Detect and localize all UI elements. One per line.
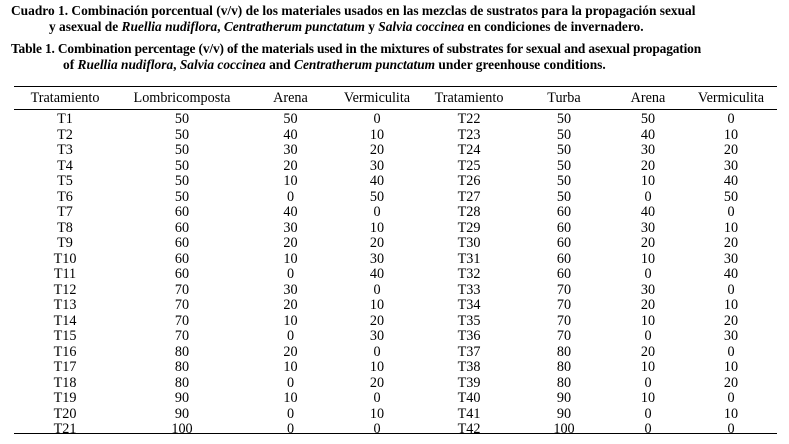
table-row	[14, 422, 777, 438]
cell-arena: 40	[640, 204, 656, 220]
cell-lombricomposta: 60	[174, 235, 190, 251]
substrate-mixture-table	[14, 88, 777, 438]
table-row	[14, 267, 777, 283]
cell-arena: 30	[283, 142, 298, 158]
table-row	[14, 407, 777, 423]
cell-vermiculita: 10	[369, 405, 385, 422]
cell-vermiculita: 10	[723, 405, 739, 422]
cell-tratamiento: T41	[457, 405, 481, 422]
cell-arena: 10	[283, 173, 298, 189]
cell-tratamiento: T30	[457, 235, 481, 251]
cell-turba: 50	[556, 126, 572, 143]
cell-tratamiento: T15	[53, 328, 77, 344]
header-lombricomposta: Lombricomposta	[133, 90, 231, 106]
cell-turba: 60	[556, 250, 572, 267]
table-row	[14, 143, 777, 159]
header-vermiculita-right: Vermiculita	[697, 90, 765, 106]
table-row	[14, 314, 777, 330]
cell-arena: 0	[644, 374, 652, 391]
table-row	[14, 252, 777, 268]
table-body	[14, 109, 777, 438]
cell-lombricomposta: 70	[174, 297, 190, 313]
cell-vermiculita: 40	[723, 173, 739, 189]
cell-tratamiento: T2	[57, 126, 73, 143]
cell-tratamiento: T34	[457, 297, 481, 313]
cell-lombricomposta: 90	[174, 405, 190, 422]
cell-vermiculita: 10	[369, 359, 385, 375]
cell-arena: 0	[644, 421, 652, 437]
table-row	[14, 376, 777, 392]
header-arena-left: Arena	[273, 90, 308, 106]
cell-vermiculita: 0	[373, 421, 381, 437]
cell-tratamiento: T12	[53, 281, 77, 298]
cell-tratamiento: T35	[457, 312, 481, 329]
cell-arena: 10	[283, 250, 298, 267]
cell-arena: 0	[286, 374, 295, 391]
cell-arena: 0	[644, 266, 652, 282]
cell-vermiculita: 40	[723, 266, 739, 282]
cell-tratamiento: T21	[53, 421, 77, 437]
cell-turba: 50	[556, 157, 572, 174]
cell-arena: 30	[640, 281, 656, 298]
cell-vermiculita: 40	[369, 173, 385, 189]
table-top-rule	[14, 86, 777, 87]
cell-turba: 70	[556, 281, 572, 298]
cell-vermiculita: 20	[369, 374, 385, 391]
table-row	[14, 109, 777, 128]
caption-es-species-1: Ruellia nudiflora	[121, 19, 218, 34]
caption-en-species-3: Centratherum punctatum	[294, 57, 436, 72]
cell-arena: 0	[644, 328, 652, 344]
cell-turba: 80	[556, 374, 572, 391]
cell-arena: 30	[640, 142, 656, 158]
cell-turba: 80	[556, 359, 572, 375]
caption-en-text-2: of	[63, 57, 78, 72]
cell-turba: 70	[556, 328, 572, 344]
cell-arena: 20	[640, 235, 656, 251]
cell-lombricomposta: 60	[174, 250, 190, 267]
cell-lombricomposta: 50	[174, 126, 190, 143]
cell-turba: 60	[556, 266, 572, 282]
cell-lombricomposta: 50	[174, 188, 190, 205]
table-row	[14, 190, 777, 206]
cell-vermiculita: 20	[369, 142, 385, 158]
cell-arena: 0	[286, 421, 295, 437]
cell-arena: 0	[286, 405, 295, 422]
cell-lombricomposta: 50	[174, 157, 190, 174]
cell-tratamiento: T3	[57, 142, 73, 158]
cell-vermiculita: 0	[727, 281, 735, 298]
caption-en-species-2: Salvia coccinea	[179, 57, 266, 72]
cell-vermiculita: 10	[723, 219, 739, 236]
cell-arena: 30	[283, 281, 298, 298]
cell-arena: 0	[644, 405, 652, 422]
caption-es-label: Cuadro 1.	[11, 3, 69, 18]
cell-arena: 0	[286, 188, 295, 205]
cell-tratamiento: T11	[53, 266, 77, 282]
header-arena-right: Arena	[630, 90, 666, 106]
caption-en-text-3: under greenhouse conditions.	[435, 57, 606, 72]
cell-lombricomposta: 90	[174, 390, 190, 406]
caption-es-species-3: Salvia coccinea	[378, 19, 465, 34]
table-row	[14, 345, 777, 361]
caption-english	[0, 41, 789, 73]
cell-vermiculita: 30	[723, 328, 739, 344]
caption-en-species-1: Ruellia nudiflora	[77, 57, 174, 72]
cell-turba: 50	[556, 142, 572, 158]
caption-en-sep-2: and	[265, 57, 295, 72]
cell-turba: 60	[556, 204, 572, 220]
cell-arena: 10	[640, 390, 656, 406]
cell-tratamiento: T22	[457, 111, 481, 127]
cell-tratamiento: T16	[53, 343, 77, 360]
table-row	[14, 221, 777, 237]
cell-arena: 20	[283, 297, 298, 313]
cell-tratamiento: T1	[57, 111, 73, 127]
cell-vermiculita: 30	[369, 250, 385, 267]
cell-vermiculita: 50	[723, 188, 739, 205]
cell-lombricomposta: 60	[174, 204, 190, 220]
caption-es-text-2: y asexual de	[49, 19, 122, 34]
cell-arena: 10	[283, 312, 298, 329]
cell-arena: 20	[640, 157, 656, 174]
caption-es-species-2: Centratherum punctatum	[223, 19, 365, 34]
cell-vermiculita: 0	[727, 390, 735, 406]
cell-tratamiento: T27	[457, 188, 481, 205]
cell-lombricomposta: 60	[174, 219, 190, 236]
cell-vermiculita: 20	[723, 235, 739, 251]
cell-turba: 90	[556, 405, 572, 422]
cell-turba: 100	[553, 421, 575, 437]
cell-lombricomposta: 70	[174, 328, 190, 344]
cell-vermiculita: 20	[723, 142, 739, 158]
cell-arena: 30	[640, 219, 656, 236]
cell-vermiculita: 10	[723, 126, 739, 143]
header-turba: Turba	[547, 90, 581, 106]
cell-tratamiento: T38	[457, 359, 481, 375]
cell-tratamiento: T5	[57, 173, 73, 189]
cell-vermiculita: 0	[373, 204, 381, 220]
cell-tratamiento: T32	[457, 266, 481, 282]
table-row	[14, 205, 777, 221]
cell-turba: 70	[556, 297, 572, 313]
cell-arena: 0	[286, 328, 295, 344]
cell-lombricomposta: 50	[174, 173, 190, 189]
cell-tratamiento: T26	[457, 173, 481, 189]
cell-vermiculita: 0	[373, 390, 381, 406]
cell-arena: 10	[640, 250, 656, 267]
cell-arena: 20	[640, 297, 656, 313]
cell-tratamiento: T31	[457, 250, 481, 267]
cell-turba: 70	[556, 312, 572, 329]
cell-tratamiento: T19	[53, 390, 77, 406]
cell-lombricomposta: 70	[174, 312, 190, 329]
cell-lombricomposta: 50	[174, 111, 190, 127]
cell-vermiculita: 20	[369, 235, 385, 251]
cell-vermiculita: 0	[727, 421, 735, 437]
cell-vermiculita: 10	[723, 359, 739, 375]
table-row	[14, 298, 777, 314]
cell-tratamiento: T23	[457, 126, 481, 143]
cell-turba: 80	[556, 343, 572, 360]
table-row	[14, 159, 777, 175]
cell-tratamiento: T20	[53, 405, 77, 422]
table-row	[14, 329, 777, 345]
cell-tratamiento: T4	[57, 157, 73, 174]
cell-vermiculita: 10	[369, 126, 385, 143]
cell-vermiculita: 0	[727, 204, 735, 220]
cell-tratamiento: T13	[53, 297, 77, 313]
table-row	[14, 283, 777, 299]
cell-arena: 10	[640, 312, 656, 329]
cell-arena: 10	[283, 359, 298, 375]
cell-lombricomposta: 100	[171, 421, 193, 437]
caption-es-sep-1: ,	[217, 19, 224, 34]
cell-vermiculita: 30	[369, 328, 385, 344]
cell-vermiculita: 0	[373, 281, 381, 298]
cell-arena: 0	[286, 266, 295, 282]
cell-vermiculita: 0	[727, 111, 735, 127]
table-header-row	[14, 88, 777, 109]
cell-tratamiento: T6	[57, 188, 73, 205]
cell-vermiculita: 20	[723, 374, 739, 391]
caption-es-sep-2: y	[364, 19, 379, 34]
cell-lombricomposta: 60	[174, 266, 190, 282]
cell-vermiculita: 10	[369, 297, 385, 313]
cell-tratamiento: T37	[457, 343, 481, 360]
table-row	[14, 391, 777, 407]
header-vermiculita-left: Vermiculita	[343, 90, 411, 106]
caption-es-text-1: Combinación porcentual (v/v) de los materiales usados en las mezclas de sustratos para la propagación sexual	[68, 3, 696, 18]
cell-vermiculita: 20	[723, 312, 739, 329]
cell-lombricomposta: 50	[174, 142, 190, 158]
cell-vermiculita: 20	[369, 312, 385, 329]
cell-arena: 50	[283, 111, 298, 127]
cell-arena: 40	[283, 204, 298, 220]
caption-es-text-3: en condiciones de invernadero.	[464, 19, 644, 34]
cell-arena: 50	[640, 111, 656, 127]
cell-vermiculita: 10	[369, 219, 385, 236]
caption-en-label: Table 1.	[11, 41, 55, 56]
cell-turba: 50	[556, 188, 572, 205]
cell-turba: 60	[556, 219, 572, 236]
header-tratamiento-right: Tratamiento	[434, 90, 504, 106]
cell-tratamiento: T40	[457, 390, 481, 406]
cell-vermiculita: 30	[723, 250, 739, 267]
cell-lombricomposta: 80	[174, 374, 190, 391]
cell-tratamiento: T25	[457, 157, 481, 174]
cell-arena: 10	[640, 173, 656, 189]
cell-vermiculita: 30	[369, 157, 385, 174]
cell-vermiculita: 10	[723, 297, 739, 313]
table-row	[14, 236, 777, 252]
cell-lombricomposta: 70	[174, 281, 190, 298]
cell-vermiculita: 0	[373, 343, 381, 360]
table-row	[14, 360, 777, 376]
cell-arena: 40	[640, 126, 656, 143]
cell-vermiculita: 40	[369, 266, 385, 282]
table-row	[14, 174, 777, 190]
cell-arena: 10	[283, 390, 298, 406]
cell-tratamiento: T33	[457, 281, 481, 298]
caption-en-sep-1: ,	[173, 57, 180, 72]
cell-vermiculita: 0	[727, 343, 735, 360]
cell-arena: 30	[283, 219, 298, 236]
cell-arena: 20	[283, 235, 298, 251]
table-row	[14, 128, 777, 144]
cell-tratamiento: T18	[53, 374, 77, 391]
cell-tratamiento: T39	[457, 374, 481, 391]
cell-lombricomposta: 80	[174, 359, 190, 375]
cell-tratamiento: T28	[457, 204, 481, 220]
cell-tratamiento: T36	[457, 328, 481, 344]
cell-turba: 90	[556, 390, 572, 406]
caption-spanish	[0, 3, 789, 35]
cell-tratamiento: T29	[457, 219, 481, 236]
cell-turba: 60	[556, 235, 572, 251]
cell-turba: 50	[556, 111, 572, 127]
cell-arena: 40	[283, 126, 298, 143]
cell-vermiculita: 0	[373, 111, 381, 127]
cell-turba: 50	[556, 173, 572, 189]
cell-arena: 20	[640, 343, 656, 360]
cell-tratamiento: T24	[457, 142, 481, 158]
cell-tratamiento: T8	[57, 219, 73, 236]
cell-arena: 20	[283, 157, 298, 174]
header-tratamiento-left: Tratamiento	[30, 90, 100, 106]
cell-arena: 0	[644, 188, 652, 205]
cell-arena: 10	[640, 359, 656, 375]
cell-lombricomposta: 80	[174, 343, 190, 360]
caption-en-text-1: Combination percentage (v/v) of the materials used in the mixtures of substrates for sexual and asexual propagation	[54, 41, 702, 56]
cell-tratamiento: T7	[57, 204, 73, 220]
cell-arena: 20	[283, 343, 298, 360]
cell-tratamiento: T17	[53, 359, 77, 375]
cell-tratamiento: T9	[57, 235, 73, 251]
cell-vermiculita: 50	[369, 188, 385, 205]
cell-vermiculita: 30	[723, 157, 739, 174]
cell-tratamiento: T14	[53, 312, 77, 329]
cell-tratamiento: T42	[457, 421, 481, 437]
cell-tratamiento: T10	[53, 250, 77, 267]
